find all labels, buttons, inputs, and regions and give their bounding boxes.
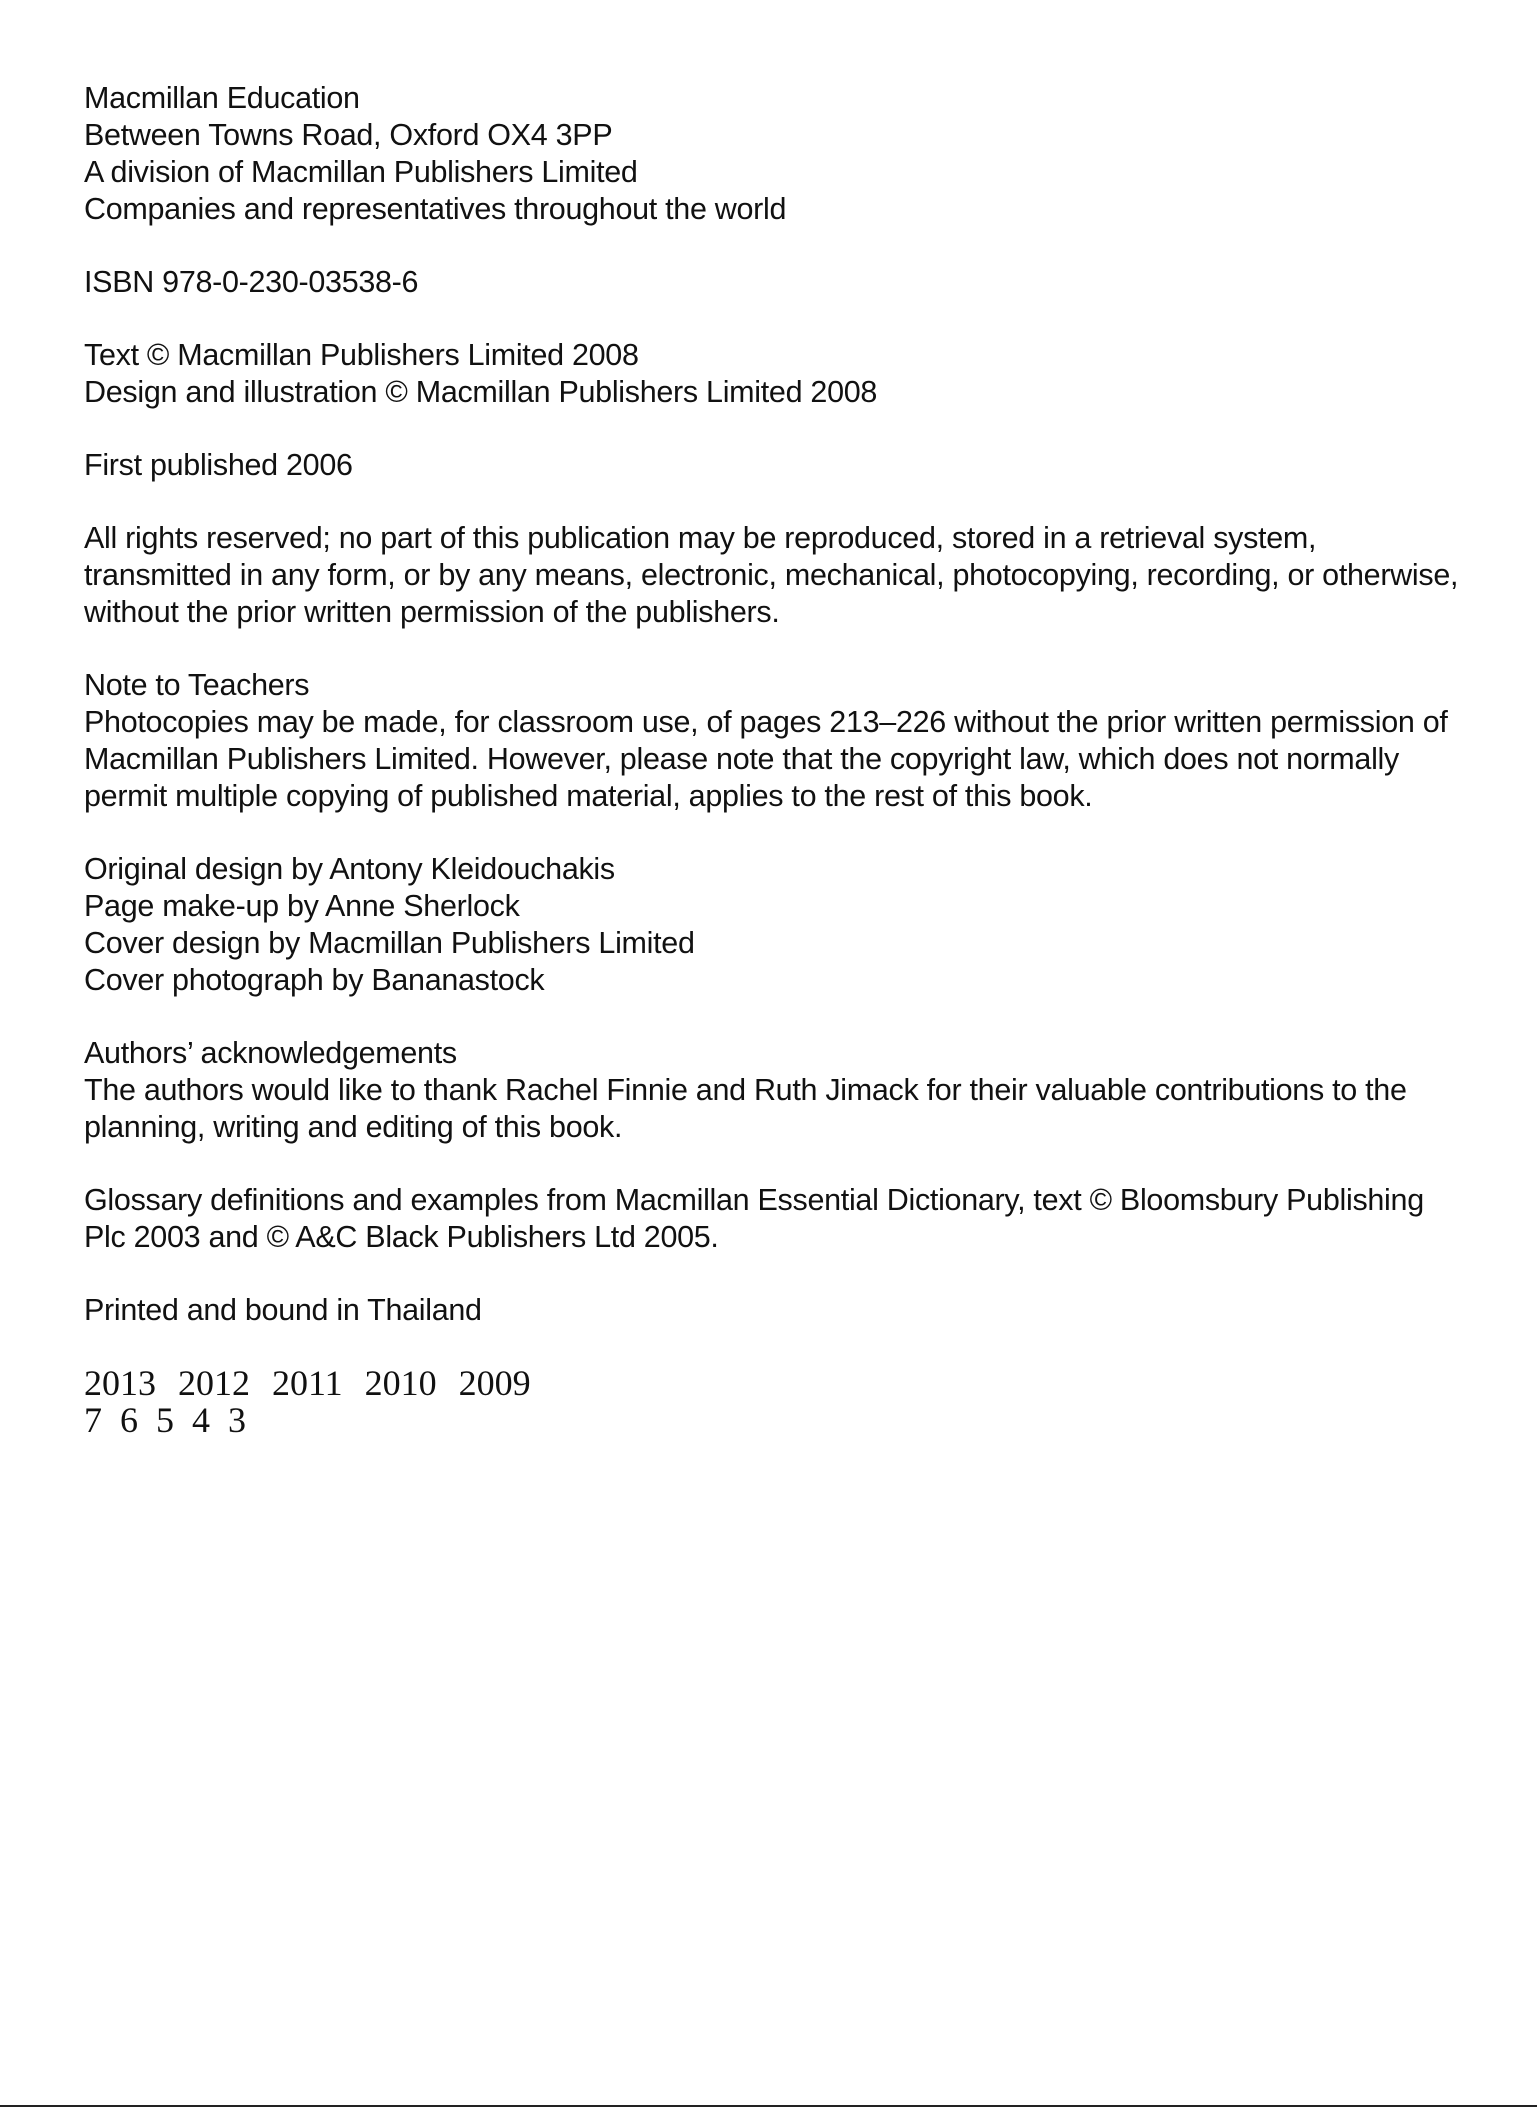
publisher-block (84, 80, 1484, 228)
publisher-name: Macmillan Education (84, 81, 360, 115)
publisher-companies: Companies and representatives throughout the world (84, 192, 787, 226)
impression-number: 5 (156, 1400, 174, 1440)
publisher-address: Between Towns Road, Oxford OX4 3PP (84, 118, 613, 152)
impression-number: 6 (120, 1400, 138, 1440)
printed-block (84, 1292, 1484, 1329)
copyright-design: Design and illustration © Macmillan Publishers Limited 2008 (84, 375, 878, 409)
isbn: ISBN 978-0-230-03538-6 (84, 265, 419, 299)
teachers-note-block (84, 667, 1484, 815)
teachers-note-body: Photocopies may be made, for classroom use, of pages 213–226 without the prior written permission of Macmillan Publishers Limited. However, please note that the copyright law, which does not normally permit multiple copying of published material, applies to the rest of this book. (84, 705, 1448, 813)
imprint-content (84, 80, 1484, 1475)
impression-number: 3 (228, 1400, 246, 1440)
credits-block (84, 851, 1484, 999)
print-years (84, 1365, 1484, 1402)
credit-cover-design: Cover design by Macmillan Publishers Limited (84, 926, 695, 960)
print-year: 2009 (458, 1363, 531, 1403)
rights-block (84, 520, 1484, 631)
first-published: First published 2006 (84, 448, 353, 482)
glossary-block (84, 1182, 1484, 1256)
print-line-block (84, 1365, 1484, 1439)
print-year: 2010 (364, 1363, 437, 1403)
acknowledgements-body: The authors would like to thank Rachel Finnie and Ruth Jimack for their valuable contributions to the planning, writing and editing of this book. (84, 1073, 1407, 1144)
credit-cover-photo: Cover photograph by Bananastock (84, 963, 545, 997)
rights-statement: All rights reserved; no part of this publication may be reproduced, stored in a retrieval system, transmitted in any form, or by any means, electronic, mechanical, photocopying, recording, or otherwise, without the prior written permission of the publishers. (84, 521, 1459, 629)
copyright-text: Text © Macmillan Publishers Limited 2008 (84, 338, 639, 372)
impression-number: 7 (84, 1400, 102, 1440)
print-year: 2013 (84, 1363, 156, 1403)
copyright-block (84, 337, 1484, 411)
print-year: 2012 (178, 1363, 250, 1403)
impression-numbers (84, 1402, 1484, 1439)
print-year: 2011 (272, 1363, 343, 1403)
publisher-division: A division of Macmillan Publishers Limited (84, 155, 638, 189)
credit-original-design: Original design by Antony Kleidouchakis (84, 852, 615, 886)
impression-number: 4 (192, 1400, 210, 1440)
glossary-credit: Glossary definitions and examples from Macmillan Essential Dictionary, text © Bloomsbury Publishing Plc 2003 and © A&C Black Publishers Ltd 2005. (84, 1183, 1424, 1254)
page-bottom-rule (0, 2105, 1537, 2107)
teachers-note-heading: Note to Teachers (84, 668, 310, 702)
first-published-block (84, 447, 1484, 484)
isbn-block (84, 264, 1484, 301)
credit-page-makeup: Page make-up by Anne Sherlock (84, 889, 520, 923)
acknowledgements-block (84, 1035, 1484, 1146)
printed-location: Printed and bound in Thailand (84, 1293, 482, 1327)
acknowledgements-heading: Authors’ acknowledgements (84, 1036, 457, 1070)
